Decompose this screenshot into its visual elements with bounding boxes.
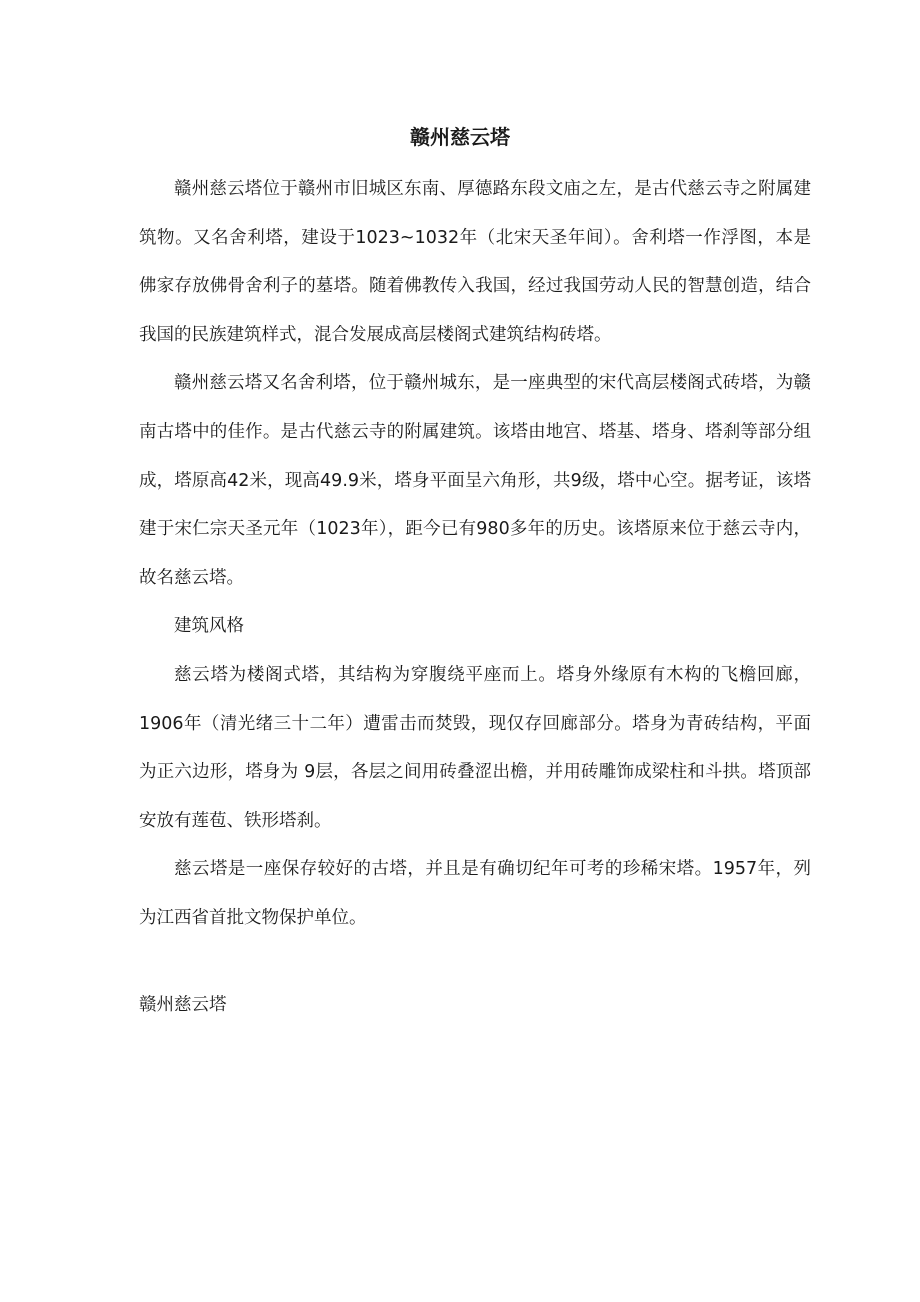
document-title: 赣州慈云塔	[410, 125, 510, 149]
document-body	[139, 165, 811, 943]
paragraph-overview: 赣州慈云塔又名舍利塔，位于赣州城东，是一座典型的宋代高层楼阁式砖塔，为赣南古塔中的佳作。是古代慈云寺的附属建筑。该塔由地宫、塔基、塔身、塔刹等部分组成，塔原高42米，现高49.9米，塔身平面呈六角形，共9级，塔中心空。据考证，该塔建于宋仁宗天圣元年（1023年），距今已有980多年的历史。该塔原来位于慈云寺内，故名慈云塔。	[139, 373, 811, 588]
footer-label: 赣州慈云塔	[139, 995, 227, 1015]
section-heading-architecture-style: 建筑风格	[174, 616, 244, 637]
paragraph-architecture: 慈云塔为楼阁式塔，其结构为穿腹绕平座而上。塔身外缘原有木构的飞檐回廊，1906年（清光绪三十二年）遭雷击而焚毁，现仅存回廊部分。塔身为青砖结构，平面为正六边形，塔身为 9层，各层之间用砖叠涩出檐，并用砖雕饰成梁柱和斗拱。塔顶部安放有莲苞、铁形塔刹。	[139, 664, 811, 831]
paragraph-protection: 慈云塔是一座保存较好的古塔，并且是有确切纪年可考的珍稀宋塔。1957年，列为江西省首批文物保护单位。	[139, 859, 811, 928]
paragraph-intro: 赣州慈云塔位于赣州市旧城区东南、厚德路东段文庙之左，是古代慈云寺之附属建筑物。又名舍利塔，建设于1023~1032年（北宋天圣年间）。舍利塔一作浮图，本是佛家存放佛骨舍利子的墓塔。随着佛教传入我国，经过我国劳动人民的智慧创造，结合我国的民族建筑样式，混合发展成高层楼阁式建筑结构砖塔。	[139, 179, 811, 345]
